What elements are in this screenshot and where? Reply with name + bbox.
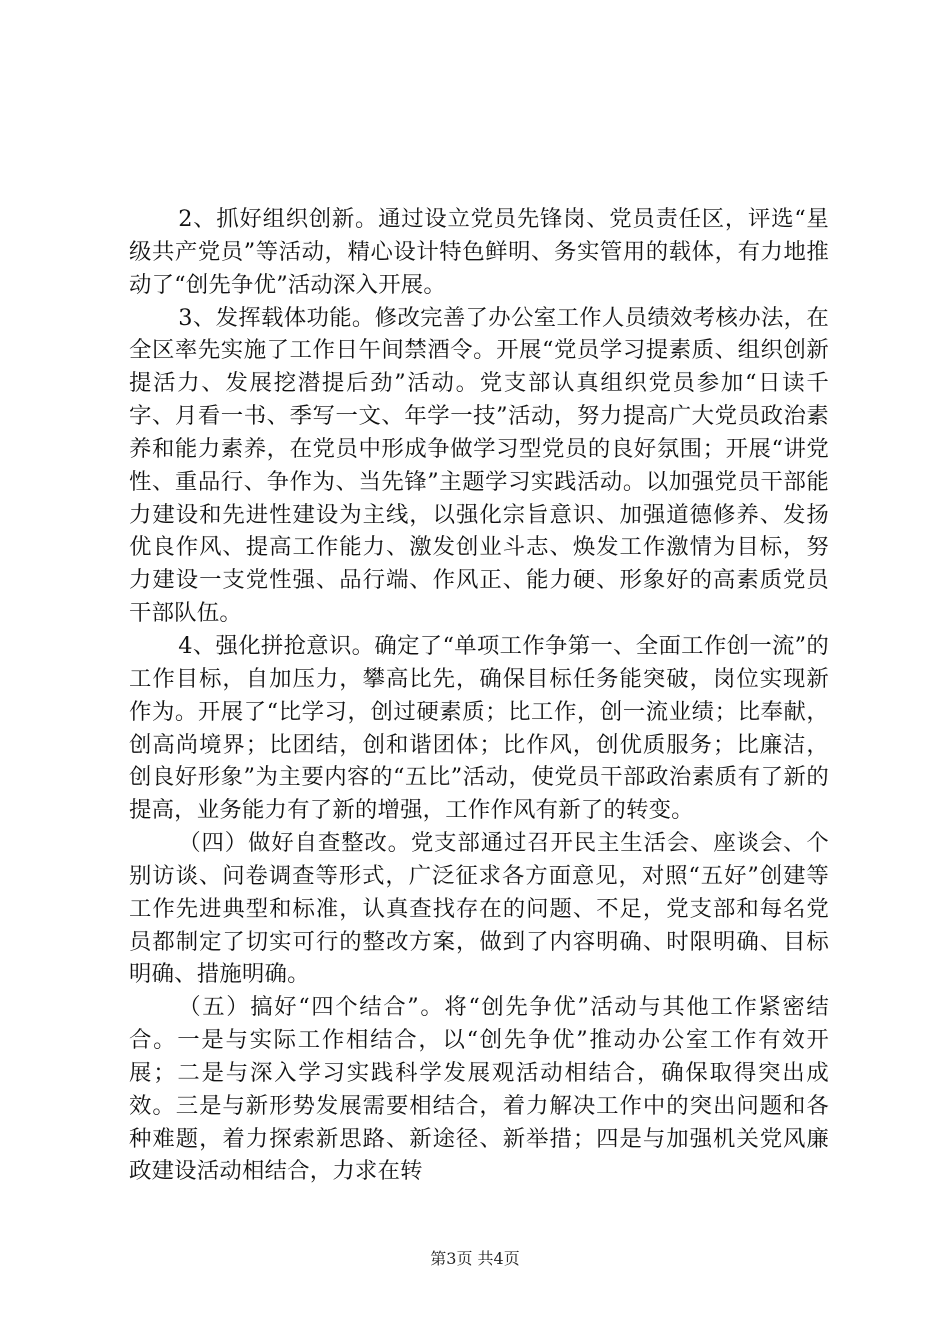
paragraph-competitive-awareness: 4、强化拼抢意识。确定了“单项工作争第一、全面工作创一流”的工作目标，自加压力，攀高比先，确保目标任务能突破，岗位实现新作为。开展了“比学习，创过硬素质；比工作，创一流业绩；比奉献，创高尚境界；比团结，创和谐团体；比作风，创优质服务；比廉洁，创良好形象”为主要内容的“五比”活动，使党员干部政治素质有了新的提高，业务能力有了新的增强，工作作风有新了的转变。 xyxy=(129,632,829,824)
page-number-footer: 第3页 共4页 xyxy=(430,1249,520,1268)
document-body xyxy=(129,203,829,1188)
paragraph-organization-innovation: 2、抓好组织创新。通过设立党员先锋岗、党员责任区，评选“星级共产党员”等活动，精心设计特色鲜明、务实管用的载体，有力地推动了“创先争优”活动深入开展。 xyxy=(129,206,829,298)
paragraph-four-combinations: （五）搞好“四个结合”。将“创先争优”活动与其他工作紧密结合。一是与实际工作相结合，以“创先争优”推动办公室工作有效开展；二是与深入学习实践科学发展观活动相结合，确保取得突出成效。三是与新形势发展需要相结合，着力解决工作中的突出问题和各种难题，着力探索新思路、新途径、新举措；四是与加强机关党风廉政建设活动相结合，力求在转 xyxy=(129,994,829,1185)
paragraph-self-inspection: （四）做好自查整改。党支部通过召开民主生活会、座谈会、个别访谈、问卷调查等形式，广泛征求各方面意见，对照“五好”创建等工作先进典型和标准，认真查找存在的问题、不足，党支部和每名党员都制定了切实可行的整改方案，做到了内容明确、时限明确、目标明确、措施明确。 xyxy=(129,830,829,988)
paragraph-carrier-function: 3、发挥载体功能。修改完善了办公室工作人员绩效考核办法，在全区率先实施了工作日午间禁酒令。开展“党员学习提素质、组织创新提活力、发展挖潜提后劲”活动。党支部认真组织党员参加“日读千字、月看一书、季写一文、年学一技”活动，努力提高广大党员政治素养和能力素养，在党员中形成争做学习型党员的良好氛围；开展“讲党性、重品行、争作为、当先锋”主题学习实践活动。以加强党员干部能力建设和先进性建设为主线，以强化宗旨意识、加强道德修养、发扬优良作风、提高工作能力、激发创业斗志、焕发工作激情为目标，努力建设一支党性强、品行端、作风正、能力硬、形象好的高素质党员干部队伍。 xyxy=(129,304,829,627)
